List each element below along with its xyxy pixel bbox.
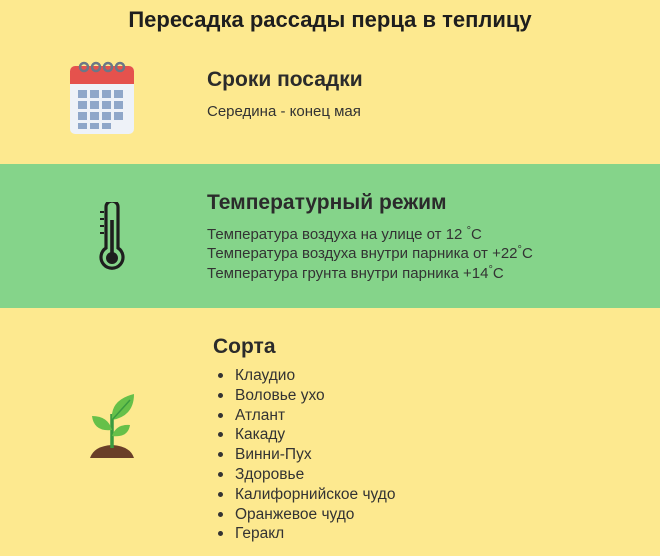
varieties-list — [216, 366, 395, 544]
bullet — [218, 492, 223, 497]
sprout-icon — [88, 392, 136, 460]
bullet — [218, 413, 223, 418]
greenhouse-air-value: +22 — [492, 245, 518, 262]
calendar-icon — [68, 60, 136, 136]
temperature-section — [0, 164, 660, 308]
page-title: Пересадка рассады перца в теплицу — [128, 7, 532, 32]
degree-sign: ° — [488, 264, 493, 276]
list-item — [216, 386, 395, 406]
greenhouse-soil-text: Температура грунта внутри парника — [207, 265, 459, 282]
varieties-heading: Сорта — [213, 335, 276, 358]
list-item — [216, 406, 395, 426]
list-item — [216, 524, 395, 544]
varieties-section — [0, 308, 660, 556]
greenhouse-soil-value: +14 — [463, 265, 489, 282]
temperature-line-1 — [207, 225, 482, 243]
celsius-unit: C — [521, 245, 533, 262]
list-item — [216, 445, 395, 465]
list-item — [216, 505, 395, 525]
variety-label: Клаудио — [235, 367, 296, 384]
variety-label: Оранжевое чудо — [235, 505, 355, 523]
bullet — [218, 393, 223, 398]
temperature-line-2 — [207, 244, 533, 262]
list-item — [216, 425, 395, 445]
outside-air-text: Температура воздуха на улице от 12 — [207, 226, 463, 243]
title-bar — [0, 0, 660, 38]
list-item — [216, 366, 395, 386]
temperature-heading: Температурный режим — [207, 191, 447, 214]
bullet — [218, 432, 223, 437]
variety-label: Какаду — [235, 426, 286, 444]
degree-sign: ° — [517, 244, 522, 256]
degree-sign: ° — [466, 225, 471, 237]
variety-label: Винни-Пух — [235, 446, 312, 464]
thermometer-icon — [97, 202, 127, 274]
bullet — [218, 373, 223, 378]
planting-heading: Сроки посадки — [207, 68, 363, 91]
list-item — [216, 485, 395, 505]
greenhouse-air-text: Температура воздуха внутри парника от — [207, 245, 488, 262]
variety-label: Воловье ухо — [235, 386, 325, 404]
variety-label: Здоровье — [235, 465, 305, 483]
celsius-unit: C — [492, 265, 504, 282]
celsius-unit: C — [470, 226, 482, 243]
planting-section — [0, 38, 660, 164]
bullet — [218, 452, 223, 457]
list-item — [216, 465, 395, 485]
bullet — [218, 531, 223, 536]
bullet — [218, 512, 223, 517]
planting-text: Середина - конец мая — [207, 103, 361, 120]
variety-label: Калифорнийское чудо — [235, 485, 396, 503]
variety-label: Геракл — [235, 525, 285, 543]
temperature-line-3 — [207, 264, 504, 282]
bullet — [218, 472, 223, 477]
variety-label: Атлант — [235, 406, 286, 424]
